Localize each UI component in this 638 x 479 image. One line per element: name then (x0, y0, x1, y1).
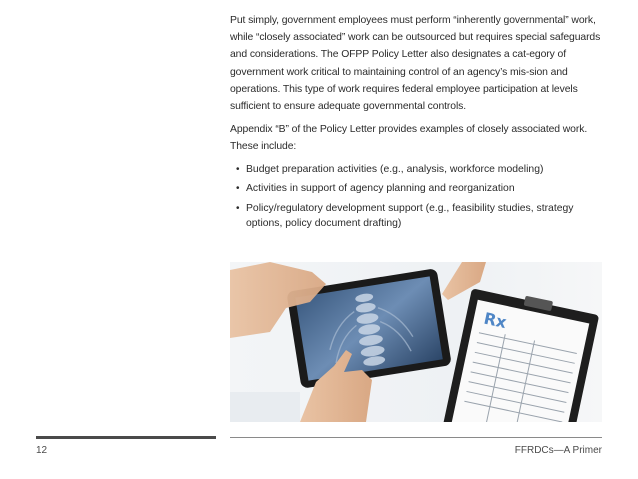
tablet-xray-photo (230, 262, 602, 422)
rx-mark: Rx (482, 308, 509, 333)
running-title: FFRDCs—A Primer (514, 445, 602, 456)
bullet-item: • Activities in support of agency planning and reorganization (230, 181, 602, 197)
paragraph-1: Put simply, government employees must perform “inherently governmental” work, while “closely associated” work can be outsourced but requires special safeguards and considerations. The OFPP Policy Letter also designates a cat-egory of government work critical to maintaining control of an agency’s mis-sion and operations. This type of work requires federal employee participation at levels sufficient to ensure adequate governmental controls. (230, 15, 601, 113)
bullet-item: • Budget preparation activities (e.g., analysis, workforce modeling) (230, 162, 602, 178)
footer-rule-left (36, 436, 216, 439)
bullet-list (230, 162, 602, 232)
paragraph-2: Appendix “B” of the Policy Letter provides examples of closely associated work. These include: (230, 124, 588, 153)
body-text (230, 12, 602, 236)
tablet-xray-photo-icon (230, 262, 602, 422)
bullet-item: • Policy/regulatory development support (e.g., feasibility studies, strategy options, policy document drafting) (230, 201, 602, 232)
page-number: 12 (36, 445, 48, 456)
footer-rule-right (230, 437, 602, 438)
